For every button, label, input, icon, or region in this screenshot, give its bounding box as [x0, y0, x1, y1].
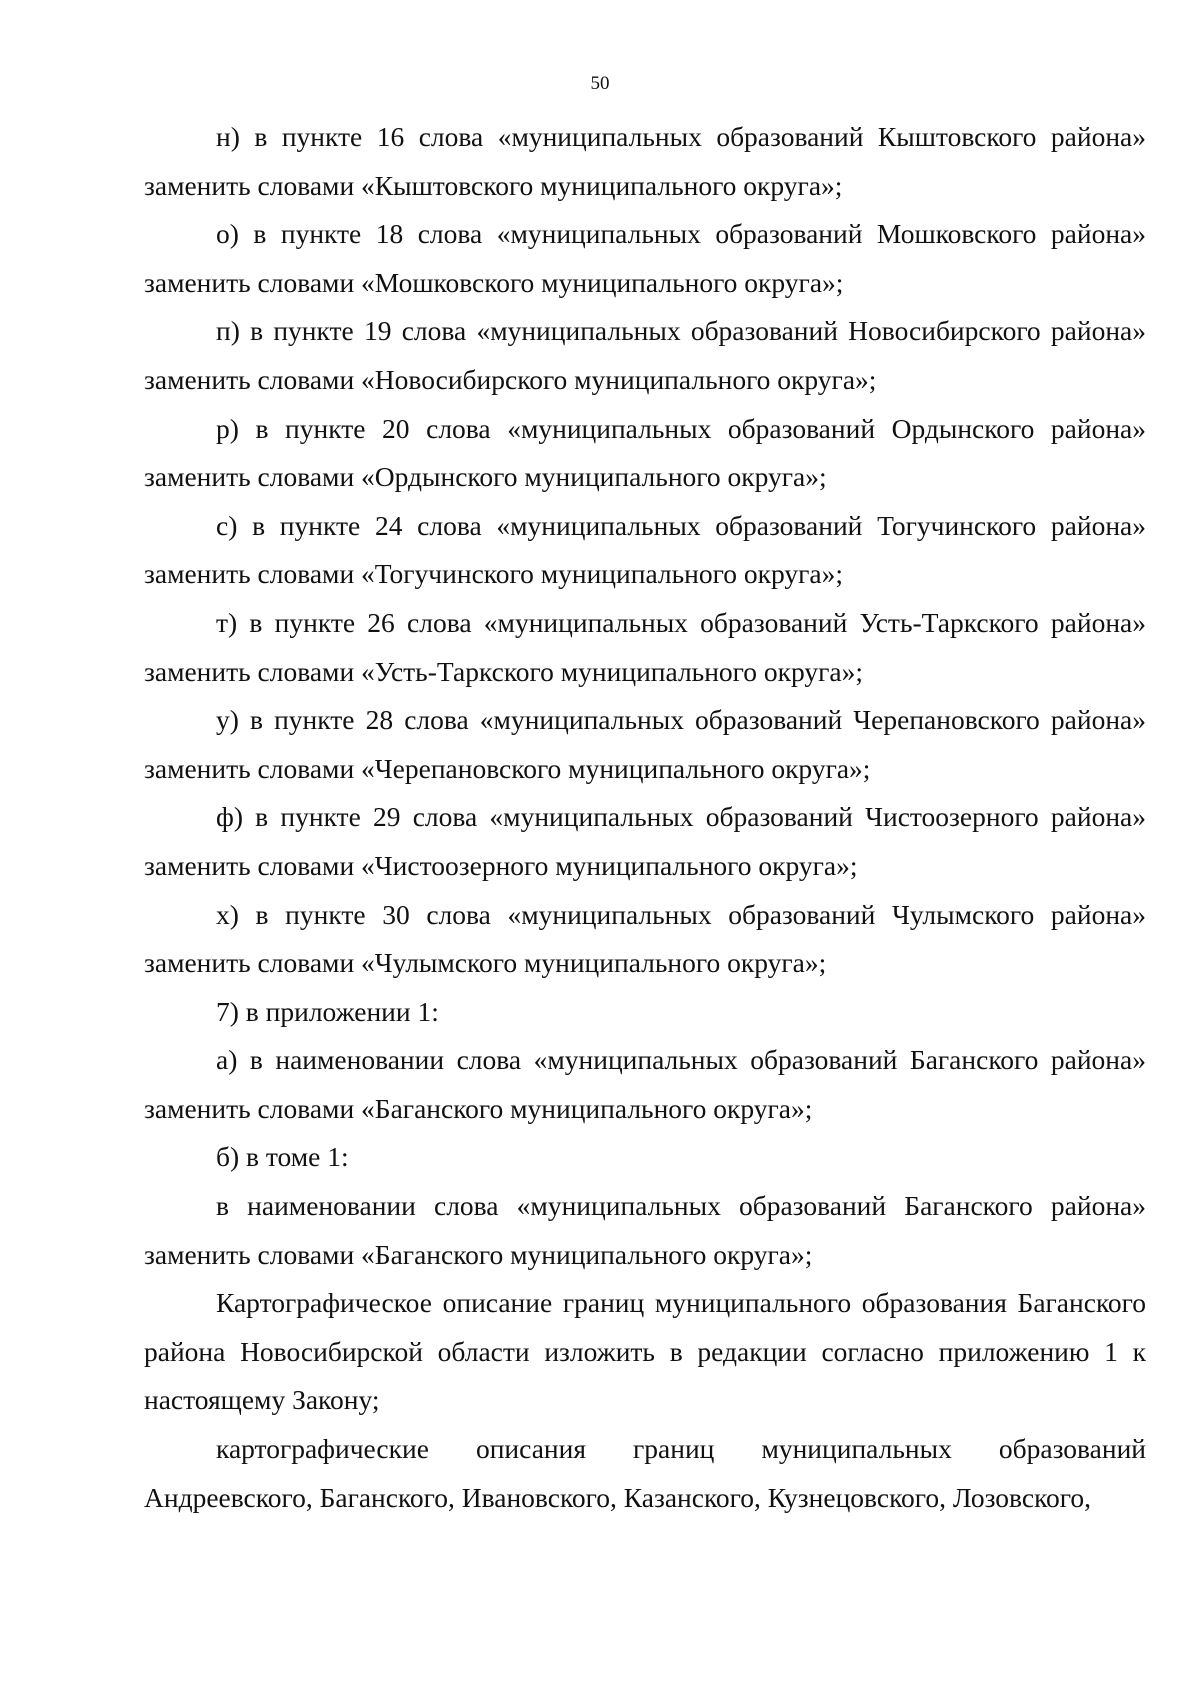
paragraph-item-u: у) в пункте 28 слова «муниципальных образований Черепановского района» заменить словами «Черепановского муниципального округа»; — [144, 704, 1146, 784]
paragraph-item-7: 7) в приложении 1: — [216, 995, 439, 1027]
paragraph-item-t: т) в пункте 26 слова «муниципальных образований Усть-Таркского района» заменить словами «Усть-Таркского муниципального округа»; — [144, 606, 1146, 687]
page-number: 50 — [590, 73, 610, 94]
paragraph-cartographic-description: Картографическое описание границ муниципального образования Баганского района Новосибирской области изложить в редакции согласно приложению 1 к настоящему Закону; — [144, 1287, 1146, 1416]
paragraph-item-p: п) в пункте 19 слова «муниципальных образований Новосибирского района» заменить словами «Новосибирского муниципального округа»; — [144, 315, 1146, 395]
paragraph-item-s: с) в пункте 24 слова «муниципальных образований Тогучинского района» заменить словами «Тогучинского муниципального округа»; — [144, 509, 1146, 590]
paragraph-item-kh: х) в пункте 30 слова «муниципальных образований Чулымского района» заменить словами «Чулымского муниципального округа»; — [144, 898, 1146, 979]
paragraph-item-o: о) в пункте 18 слова «муниципальных образований Мошковского района» заменить словами «Мошковского муниципального округа»; — [144, 218, 1146, 298]
paragraph-item-b: б) в томе 1: — [216, 1141, 349, 1173]
paragraph-cartographic-descriptions: картографические описания границ муниципальных образований Андреевского, Баганского, Ивановского, Казанского, Кузнецовского, Лозовского, — [144, 1433, 1146, 1513]
paragraph-item-a: а) в наименовании слова «муниципальных образований Баганского района» заменить словами «Баганского муниципального округа»; — [144, 1044, 1146, 1124]
paragraph-volume-title: в наименовании слова «муниципальных образований Баганского района» заменить словами «Баганского муниципального округа»; — [144, 1190, 1146, 1270]
paragraph-item-n: н) в пункте 16 слова «муниципальных образований Кыштовского района» заменить словами «Кыштовского муниципального округа»; — [144, 121, 1146, 201]
paragraph-item-r: р) в пункте 20 слова «муниципальных образований Ордынского района» заменить словами «Ордынского муниципального округа»; — [144, 412, 1146, 493]
paragraph-item-f: ф) в пункте 29 слова «муниципальных образований Чистоозерного района» заменить словами «Чистоозерного муниципального округа»; — [144, 801, 1146, 881]
document-body — [144, 113, 1146, 1522]
